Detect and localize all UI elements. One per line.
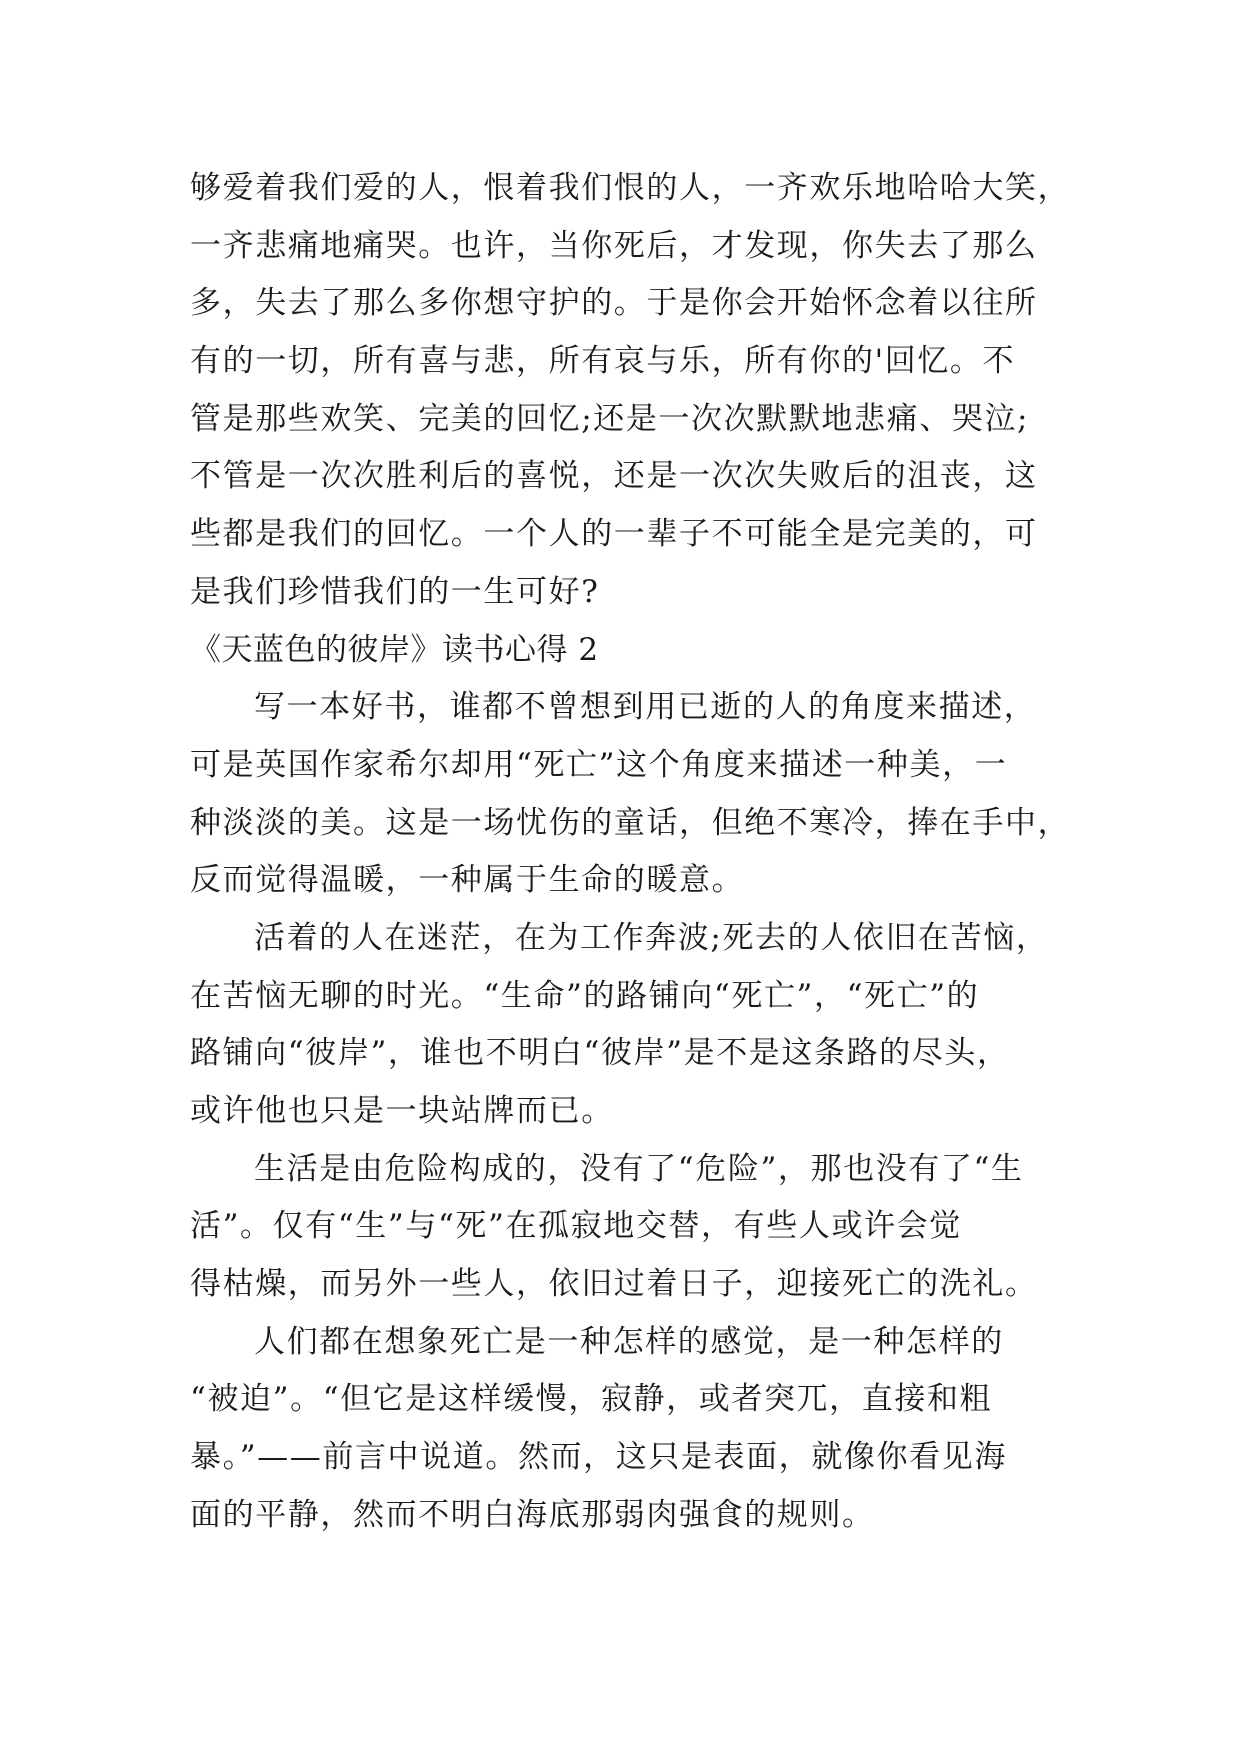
text-line: 管是那些欢笑、完美的回忆;还是一次次默默地悲痛、哭泣;	[190, 400, 1030, 437]
text-line: “被迫”。“但它是这样缓慢，寂静，或者突兀，直接和粗	[190, 1381, 993, 1418]
text-line: 暴。”——前言中说道。然而，这只是表面，就像你看见海	[190, 1439, 1007, 1476]
text-line: 路铺向“彼岸”，谁也不明白“彼岸”是不是这条路的尽头，	[190, 1035, 1010, 1072]
paragraph-first-line: 生活是由危险构成的，没有了“危险”，那也没有了“生	[254, 1150, 1024, 1187]
text-line: 不管是一次次胜利后的喜悦，还是一次次失败后的沮丧，这	[190, 458, 1038, 495]
text-line: 有的一切，所有喜与悲，所有哀与乐，所有你的'回忆。不	[190, 343, 1016, 380]
text-line: 在苦恼无聊的时光。“生命”的路铺向“死亡”，“死亡”的	[190, 977, 980, 1014]
document-body	[190, 160, 1070, 1545]
paragraph-first-line: 写一本好书，谁都不曾想到用已逝的人的角度来描述，	[254, 689, 1037, 726]
text-line: 或许他也只是一块站牌而已。	[190, 1093, 614, 1129]
text-line: 够爱着我们爱的人，恨着我们恨的人，一齐欢乐地哈哈大笑，	[190, 170, 1071, 206]
text-line: 是我们珍惜我们的一生可好?	[190, 573, 600, 610]
text-line: 得枯燥，而另外一些人，依旧过着日子，迎接死亡的洗礼。	[190, 1266, 1038, 1303]
text-line: 反而觉得温暖，一种属于生命的暖意。	[190, 862, 745, 899]
text-line: 多，失去了那么多你想守护的。于是你会开始怀念着以往所	[190, 285, 1038, 322]
text-line: 可是英国作家希尔却用“死亡”这个角度来描述一种美，一	[190, 746, 1008, 783]
text-line: 面的平静，然而不明白海底那弱肉强食的规则。	[190, 1496, 875, 1533]
text-line: 种淡淡的美。这是一场忧伤的童话，但绝不寒冷，捧在手中，	[190, 804, 1071, 841]
paragraph-first-line: 人们都在想象死亡是一种怎样的感觉，是一种怎样的	[254, 1323, 1004, 1360]
text-line: 活”。仅有“生”与“死”在孤寂地交替，有些人或许会觉	[190, 1208, 962, 1245]
paragraph-first-line: 活着的人在迷茫，在为工作奔波;死去的人依旧在苦恼，	[254, 919, 1049, 956]
text-line: 些都是我们的回忆。一个人的一辈子不可能全是完美的，可	[190, 516, 1038, 553]
text-line: 一齐悲痛地痛哭。也许，当你死后，才发现，你失去了那么	[190, 227, 1038, 264]
section-heading: 《天蓝色的彼岸》读书心得 2	[190, 631, 599, 668]
